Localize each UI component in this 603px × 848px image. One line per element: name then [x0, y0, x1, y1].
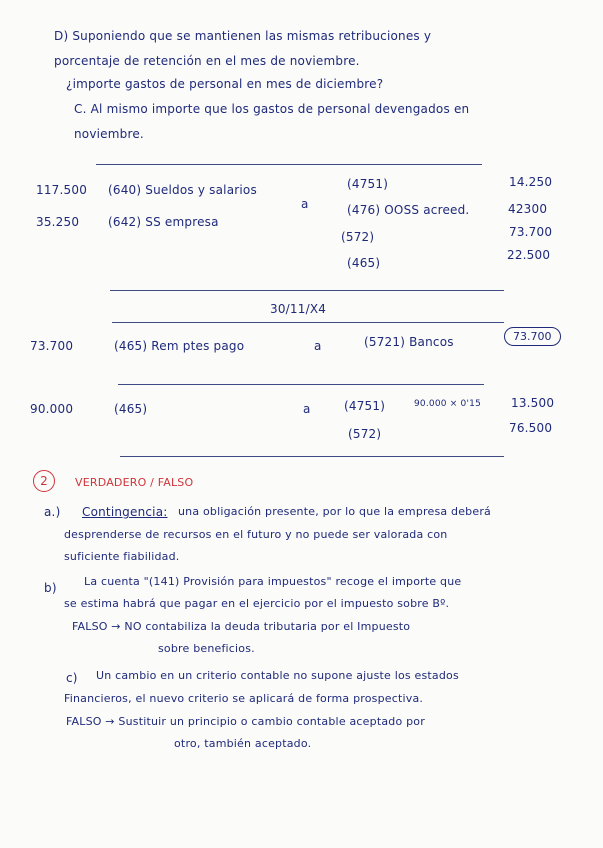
- entry1-credit-account-3: (572): [341, 230, 375, 244]
- item-c-answer2: otro, también aceptado.: [174, 737, 312, 750]
- separator-line: [96, 164, 482, 165]
- entry1-a: a: [301, 197, 309, 211]
- item-c-answer1: FALSO → Sustituir un principio o cambio contable aceptado por: [66, 715, 425, 728]
- item-c-line1: Un cambio en un criterio contable no supone ajuste los estados: [96, 669, 459, 682]
- item-b-line2: se estima habrá que pagar en el ejercicio por el impuesto sobre Bº.: [64, 597, 450, 610]
- d-question-line2: porcentaje de retención en el mes de noviembre.: [54, 54, 360, 68]
- separator-line: [110, 290, 504, 291]
- d-question-line1: D) Suponiendo que se mantienen las mismas retribuciones y: [54, 29, 432, 43]
- entry3-credit-amount-2: 76.500: [509, 421, 553, 435]
- entry3-credit-account-1: (4751): [344, 399, 386, 413]
- item-a-term: Contingencia:: [82, 505, 168, 519]
- item-b-label: b): [44, 581, 57, 595]
- item-a-line3: suficiente fiabilidad.: [64, 550, 180, 563]
- section-number: 2: [33, 470, 55, 492]
- separator-line: [112, 322, 504, 323]
- entry2-a: a: [314, 339, 322, 353]
- item-c-label: c): [66, 671, 78, 685]
- entry2-debit-amount: 73.700: [30, 339, 74, 353]
- entry3-credit-amount-1: 13.500: [511, 396, 555, 410]
- entry2-credit-amount: 73.700: [504, 327, 561, 346]
- entry1-debit1-amount: 117.500: [36, 183, 88, 197]
- item-b-answer1: FALSO → NO contabiliza la deuda tributaria por el Impuesto: [72, 620, 411, 633]
- entry1-credit-amount-1: 14.250: [509, 175, 553, 189]
- entry2-credit-account: (5721) Bancos: [364, 335, 454, 349]
- entry1-credit-amount-4: 22.500: [507, 248, 551, 262]
- entry1-debit1-account: (640) Sueldos y salarios: [108, 183, 257, 197]
- entry3-a: a: [303, 402, 311, 416]
- section-title: VERDADERO / FALSO: [75, 476, 194, 489]
- separator-line: [118, 384, 484, 385]
- entry1-debit2-amount: 35.250: [36, 215, 80, 229]
- d-answer-line1: C. Al mismo importe que los gastos de personal devengados en: [74, 102, 470, 116]
- entry1-credit-account-4: (465): [347, 256, 381, 270]
- d-question-line3: ¿importe gastos de personal en mes de diciembre?: [66, 77, 384, 91]
- entry1-debit2-account: (642) SS empresa: [108, 215, 219, 229]
- entry3-debit-account: (465): [114, 402, 148, 416]
- item-b-answer2: sobre beneficios.: [158, 642, 255, 655]
- entry-date: 30/11/X4: [270, 302, 327, 316]
- entry1-credit-amount-3: 73.700: [509, 225, 553, 239]
- entry3-debit-amount: 90.000: [30, 402, 74, 416]
- entry3-calculation: 90.000 × 0'15: [414, 399, 482, 409]
- entry3-credit-account-2: (572): [348, 427, 382, 441]
- entry1-credit-account-1: (4751): [347, 177, 389, 191]
- item-a-line1: una obligación presente, por lo que la empresa deberá: [178, 505, 491, 518]
- d-answer-line2: noviembre.: [74, 127, 144, 141]
- item-a-line2: desprenderse de recursos en el futuro y no puede ser valorada con: [64, 528, 448, 541]
- separator-line: [120, 456, 504, 457]
- entry1-credit-account-2: (476) OOSS acreed.: [347, 203, 470, 217]
- item-a-label: a.): [44, 505, 61, 519]
- entry1-credit-amount-2: 42300: [508, 202, 548, 216]
- item-b-line1: La cuenta "(141) Provisión para impuestos" recoge el importe que: [84, 575, 462, 588]
- item-c-line2: Financieros, el nuevo criterio se aplicará de forma prospectiva.: [64, 692, 424, 705]
- entry2-debit-account: (465) Rem ptes pago: [114, 339, 245, 353]
